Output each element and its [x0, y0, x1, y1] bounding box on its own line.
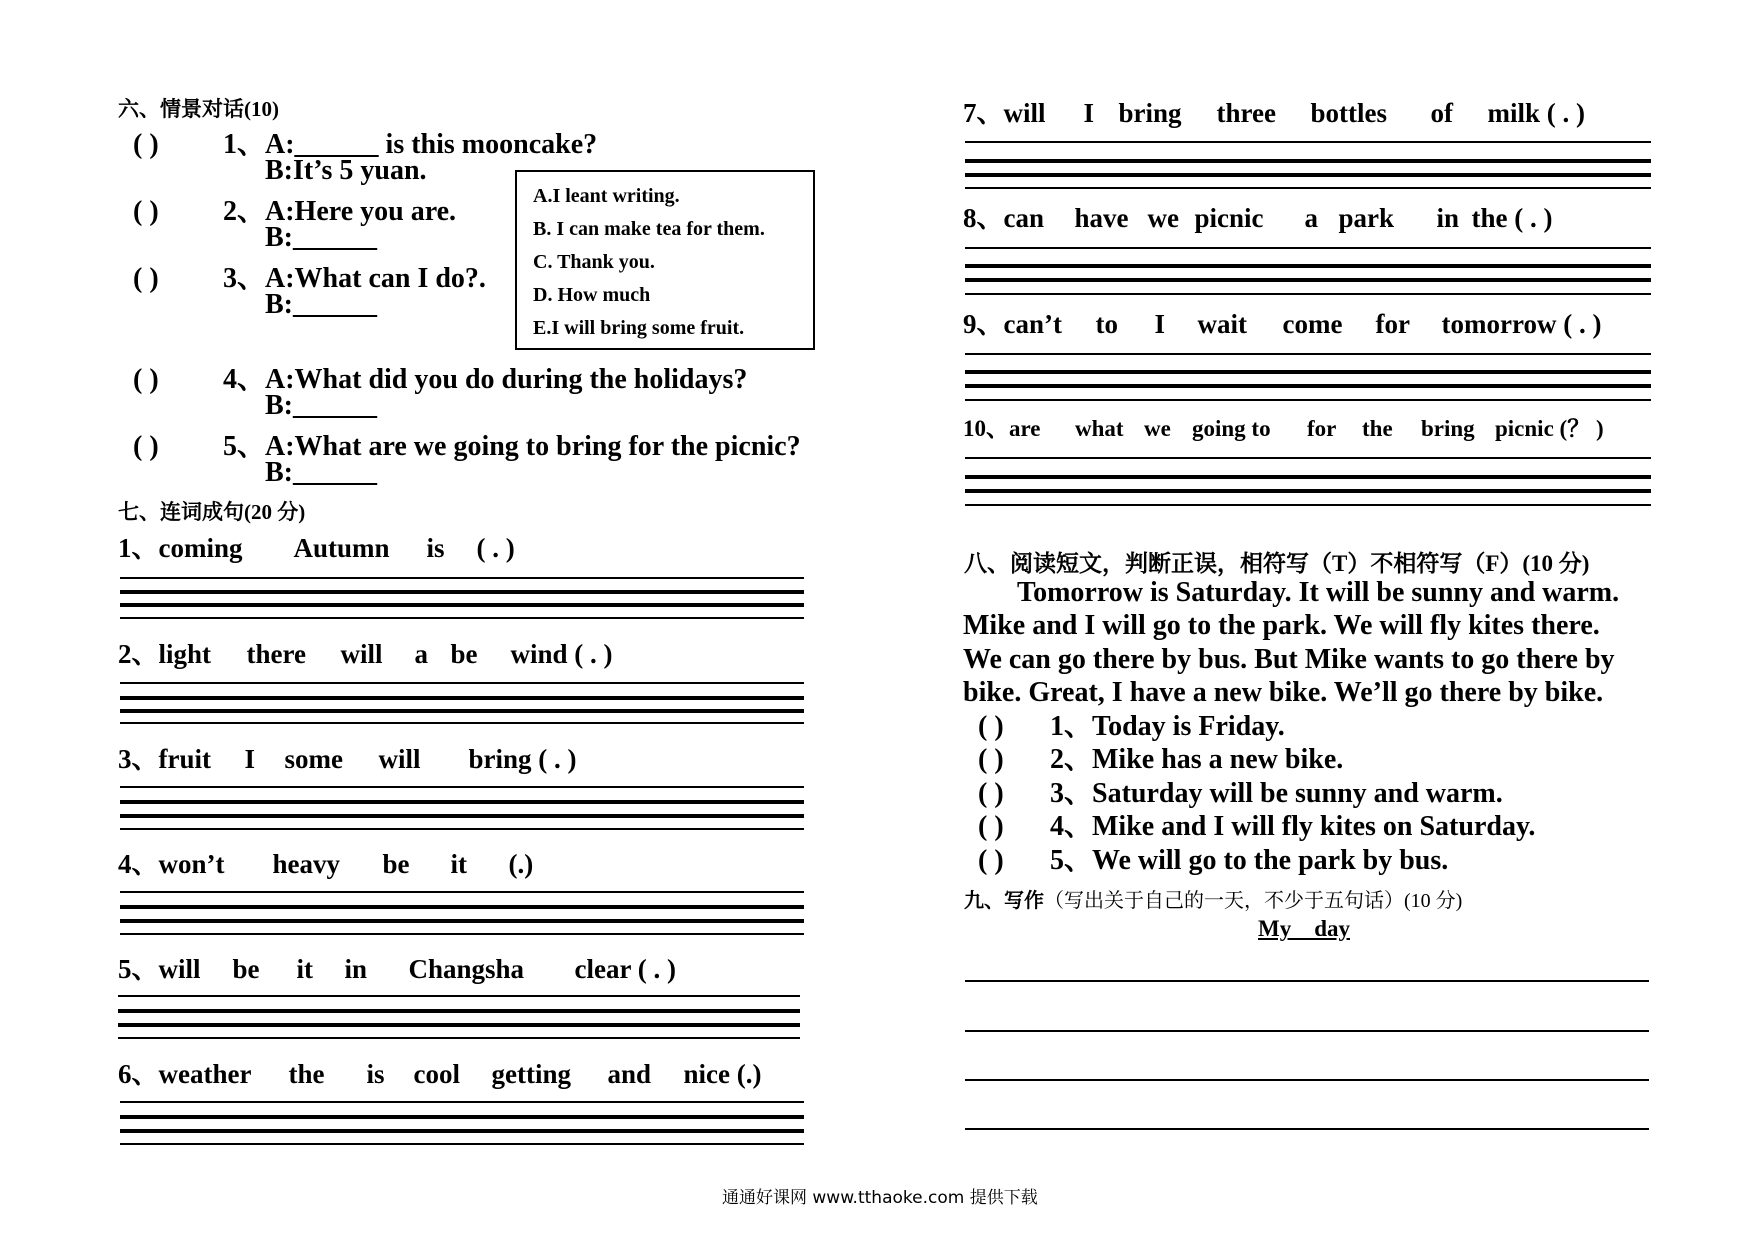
word: bring ( . )	[468, 744, 577, 774]
item-number: 8、	[963, 203, 1004, 233]
sentence-item-9	[963, 302, 1601, 341]
tf-item-3	[978, 777, 1503, 811]
item-number: 3、	[223, 263, 266, 294]
option-c: C. Thank you.	[533, 251, 655, 273]
dialog-a: A:What are we going to bring for the picnic?	[265, 431, 801, 462]
option-b: B. I can make tea for them.	[533, 218, 765, 240]
item-number: 7、	[963, 98, 1004, 128]
dialog-b-2[interactable]: B:______	[265, 222, 377, 253]
word: three	[1216, 98, 1276, 128]
passage-line-1: Tomorrow is Saturday. It will be sunny and warm.	[1017, 577, 1620, 608]
sentence-item-10	[963, 410, 1604, 443]
answer-paren[interactable]: ( )	[133, 431, 159, 462]
dialog-a: A:Here you are.	[265, 196, 457, 227]
answer-paren[interactable]: ( )	[978, 744, 1004, 775]
word: I	[244, 744, 256, 774]
answer-paren[interactable]: ( )	[978, 845, 1004, 876]
answer-paren[interactable]: ( )	[133, 364, 159, 395]
item-number: 4、	[223, 364, 266, 395]
dialog-a: A:What did you do during the holidays?	[265, 364, 748, 395]
word: we	[1147, 203, 1179, 233]
dialog-b-4[interactable]: B:______	[265, 390, 377, 421]
item-number: 5、	[118, 954, 159, 984]
tf-item-5	[978, 844, 1448, 878]
item-number: 5、	[223, 431, 266, 462]
section8-title: 八、阅读短文，判断正误，相符写（T）不相符写（F）(10 分)	[964, 551, 1590, 576]
dialog-b-5[interactable]: B:______	[265, 457, 377, 488]
passage-line-3: We can go there by bus. But Mike wants to go there by	[963, 644, 1615, 675]
tf-text: 1、Today is Friday.	[1050, 711, 1285, 742]
word: getting	[491, 1059, 571, 1089]
word: will	[340, 639, 383, 669]
word: I	[1154, 309, 1166, 339]
word: will	[1003, 98, 1046, 128]
tf-text: 4、Mike and I will fly kites on Saturday.	[1050, 811, 1536, 842]
word: we	[1144, 416, 1171, 441]
word: milk ( . )	[1487, 98, 1585, 128]
word: a	[414, 639, 428, 669]
dialog-a: A:______ is this mooncake?	[265, 129, 598, 160]
word: can’t	[1003, 309, 1062, 339]
sentence-item-1	[118, 526, 515, 565]
word: are	[1009, 416, 1041, 441]
answer-paren[interactable]: ( )	[133, 129, 159, 160]
word: the	[1362, 416, 1393, 441]
section6-title: 六、情景对话(10)	[118, 97, 279, 121]
word: picnic	[1194, 203, 1264, 233]
option-a: A.I leant writing.	[533, 185, 680, 207]
word: Autumn	[293, 533, 390, 563]
word: have	[1074, 203, 1129, 233]
essay-title: My day	[1258, 916, 1350, 941]
tf-item-1	[978, 710, 1285, 744]
answer-paren[interactable]: ( )	[978, 811, 1004, 842]
dialog-b-3[interactable]: B:______	[265, 289, 377, 320]
tf-text: 3、Saturday will be sunny and warm.	[1050, 778, 1503, 809]
word: ( . )	[476, 533, 515, 563]
option-d: D. How much	[533, 284, 651, 306]
dialog-item-5	[133, 424, 801, 464]
sentence-item-5	[118, 947, 676, 986]
word: bring	[1421, 416, 1475, 441]
dialog-item-4	[133, 357, 747, 397]
word: bottles	[1310, 98, 1387, 128]
item-number: 1、	[223, 129, 266, 160]
answer-paren[interactable]: ( )	[978, 711, 1004, 742]
word: it	[450, 849, 467, 879]
word: can	[1003, 203, 1044, 233]
tf-text: 5、We will go to the park by bus.	[1050, 845, 1449, 876]
word: for	[1375, 309, 1410, 339]
word: clear ( . )	[574, 954, 676, 984]
word: some	[284, 744, 343, 774]
word: what	[1075, 416, 1124, 441]
tf-item-4	[978, 810, 1535, 844]
answer-paren[interactable]: ( )	[133, 263, 159, 294]
word: be	[382, 849, 410, 879]
item-number: 2、	[118, 639, 159, 669]
word: is	[426, 533, 445, 563]
word: come	[1282, 309, 1343, 339]
word: for	[1307, 416, 1337, 441]
sentence-item-8	[963, 196, 1552, 235]
section9-title-bold: 九、写作	[964, 890, 1044, 912]
options-box	[515, 170, 815, 350]
sentence-item-2	[118, 632, 613, 671]
passage-line-2: Mike and I will go to the park. We will fly kites there.	[963, 610, 1600, 641]
sentence-item-7	[963, 91, 1585, 130]
word: to	[1095, 309, 1118, 339]
item-number: 1、	[118, 533, 159, 563]
footer-text: 通通好课网 www.tthaoke.com 提供下载	[722, 1188, 1038, 1208]
word: in	[344, 954, 368, 984]
word: will	[158, 954, 201, 984]
word: it	[296, 954, 313, 984]
item-number: 3、	[118, 744, 159, 774]
word: of	[1430, 98, 1453, 128]
word: will	[378, 744, 421, 774]
word: park	[1338, 203, 1395, 233]
word: going to	[1192, 416, 1271, 441]
item-number: 2、	[223, 196, 266, 227]
word: be	[450, 639, 478, 669]
item-number: 6、	[118, 1059, 159, 1089]
word: tomorrow ( . )	[1441, 309, 1602, 339]
passage-line-4: bike. Great, I have a new bike. We’ll go there by bike.	[963, 677, 1604, 708]
dialog-b-1: B:It’s 5 yuan.	[265, 155, 427, 186]
word: cool	[413, 1059, 460, 1089]
word: heavy	[272, 849, 340, 879]
item-number: 4、	[118, 849, 159, 879]
sentence-item-3	[118, 737, 577, 776]
section9-title	[964, 884, 1462, 913]
word: nice (.)	[683, 1059, 762, 1089]
answer-paren[interactable]: ( )	[133, 196, 159, 227]
word: light	[158, 639, 212, 669]
section9-title-rest: （写出关于自己的一天，不少于五句话）(10 分)	[1044, 890, 1463, 912]
word: a	[1304, 203, 1318, 233]
sentence-item-4	[118, 842, 533, 881]
tf-text: 2、Mike has a new bike.	[1050, 744, 1344, 775]
word: in	[1436, 203, 1460, 233]
word: be	[232, 954, 260, 984]
sentence-item-6	[118, 1052, 761, 1091]
word: Changsha	[408, 954, 525, 984]
word: wind ( . )	[510, 639, 613, 669]
word: the ( . )	[1471, 203, 1553, 233]
word: won’t	[158, 849, 225, 879]
option-e: E.I will bring some fruit.	[533, 317, 745, 339]
word: and	[607, 1059, 652, 1089]
item-number: 9、	[963, 309, 1004, 339]
word: wait	[1197, 309, 1247, 339]
answer-paren[interactable]: ( )	[978, 778, 1004, 809]
word: the	[288, 1059, 325, 1089]
item-number: 10、	[963, 416, 1009, 441]
word: I	[1083, 98, 1095, 128]
word: weather	[158, 1059, 252, 1089]
word: (.)	[508, 849, 534, 879]
word: picnic (？ )	[1495, 416, 1604, 441]
word: coming	[158, 533, 243, 563]
word: bring	[1118, 98, 1182, 128]
word: fruit	[158, 744, 211, 774]
word: there	[246, 639, 306, 669]
section7-title: 七、连词成句(20 分)	[118, 500, 306, 524]
word: is	[366, 1059, 385, 1089]
tf-item-2	[978, 743, 1343, 777]
dialog-a: A:What can I do?.	[265, 263, 486, 294]
